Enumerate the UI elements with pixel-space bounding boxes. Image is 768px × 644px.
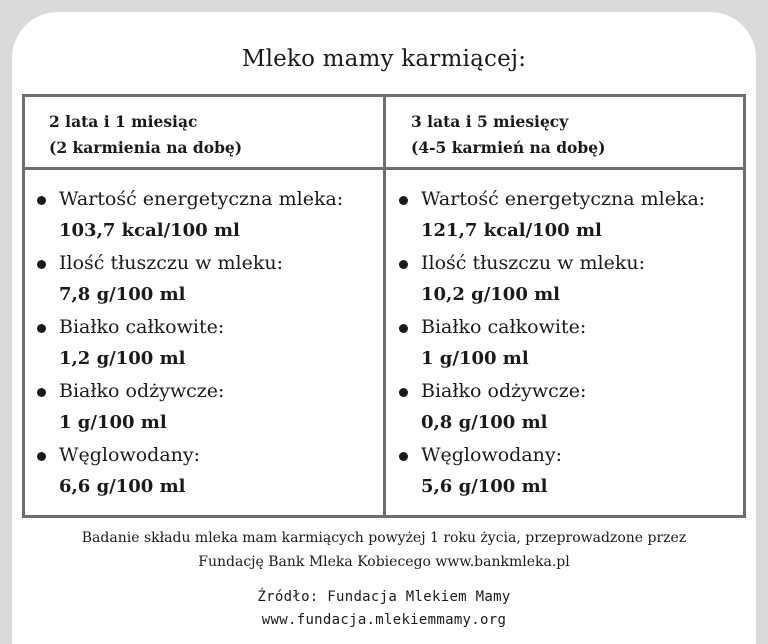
- list-item: [393, 247, 705, 311]
- list-item: [31, 183, 343, 247]
- bullet-icon: [37, 196, 46, 205]
- item-label: Białko odżywcze:: [59, 380, 225, 402]
- column-header-age: 2 lata i 1 miesiąc: [49, 112, 198, 131]
- item-label: Wartość energetyczna mleka:: [421, 188, 706, 210]
- comparison-table: [22, 94, 746, 518]
- page-title: Mleko mamy karmiącej:: [241, 46, 527, 72]
- item-value: 121,7 kcal/100 ml: [421, 220, 602, 241]
- list-item: [31, 247, 343, 311]
- list-item: [31, 311, 343, 375]
- list-item: [393, 439, 705, 503]
- column-header-feedings: (4-5 karmień na dobę): [411, 138, 606, 157]
- bullet-icon: [399, 260, 408, 269]
- source-url: www.fundacja.mlekiemmamy.org: [261, 612, 507, 628]
- source-line: Źródło: Fundacja Mlekiem Mamy: [257, 589, 511, 605]
- column-header-feedings: (2 karmienia na dobę): [49, 138, 243, 157]
- header-divider: [25, 167, 743, 170]
- item-label: Wartość energetyczna mleka:: [59, 188, 344, 210]
- item-label: Białko całkowite:: [59, 316, 225, 338]
- footnote-line: Badanie składu mleka mam karmiących powyżej 1 roku życia, przeprowadzone przez: [81, 530, 687, 546]
- item-value: 1,2 g/100 ml: [59, 348, 186, 369]
- item-value: 6,6 g/100 ml: [59, 476, 186, 497]
- column-header-right: [411, 109, 605, 161]
- item-value: 10,2 g/100 ml: [421, 284, 560, 305]
- footnote-line: Fundację Bank Mleka Kobiecego www.bankmleka.pl: [198, 554, 570, 570]
- study-footnote: [12, 526, 756, 574]
- bullet-icon: [37, 260, 46, 269]
- item-label: Białko całkowite:: [421, 316, 587, 338]
- list-item: [393, 311, 705, 375]
- bullet-icon: [399, 324, 408, 333]
- column-divider: [383, 97, 386, 515]
- item-label: Węglowodany:: [421, 444, 563, 466]
- item-label: Białko odżywcze:: [421, 380, 587, 402]
- item-label: Ilość tłuszczu w mleku:: [421, 252, 645, 274]
- column-header-left: [49, 109, 242, 161]
- bullet-icon: [399, 196, 408, 205]
- column-left-list: [31, 183, 343, 503]
- column-header-age: 3 lata i 5 miesięcy: [411, 112, 569, 131]
- bullet-icon: [37, 452, 46, 461]
- item-value: 1 g/100 ml: [59, 412, 167, 433]
- list-item: [31, 375, 343, 439]
- item-value: 7,8 g/100 ml: [59, 284, 186, 305]
- list-item: [393, 375, 705, 439]
- source-credit: [12, 586, 756, 632]
- column-right-list: [393, 183, 705, 503]
- list-item: [31, 439, 343, 503]
- bullet-icon: [37, 388, 46, 397]
- info-card: [12, 12, 756, 644]
- item-label: Ilość tłuszczu w mleku:: [59, 252, 283, 274]
- bullet-icon: [37, 324, 46, 333]
- bullet-icon: [399, 452, 408, 461]
- item-value: 5,6 g/100 ml: [421, 476, 548, 497]
- item-value: 1 g/100 ml: [421, 348, 529, 369]
- bullet-icon: [399, 388, 408, 397]
- item-value: 103,7 kcal/100 ml: [59, 220, 240, 241]
- list-item: [393, 183, 705, 247]
- item-label: Węglowodany:: [59, 444, 201, 466]
- item-value: 0,8 g/100 ml: [421, 412, 548, 433]
